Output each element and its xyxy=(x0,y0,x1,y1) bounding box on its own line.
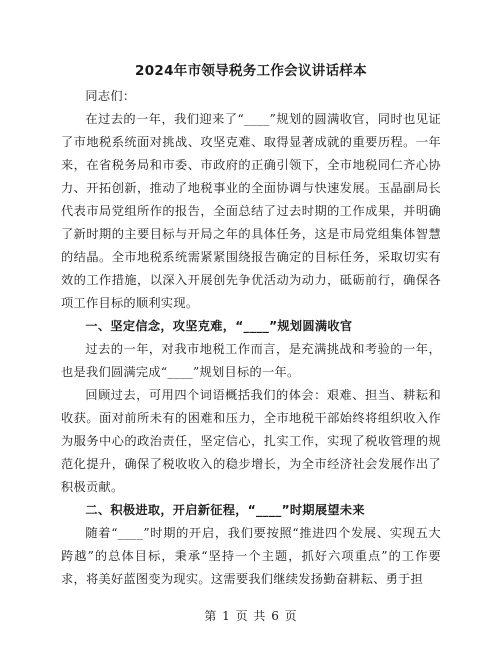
body-paragraph: 过去的一年，对我市地税工作而言，是充满挑战和考验的一年，也是我们圆满完成“____”规划目标的一年。 xyxy=(61,342,441,379)
document-body xyxy=(61,85,441,591)
body-paragraph: 随着“____”时期的开启，我们要按照“推进四个发展、实现五大跨越”的总体目标，秉承“坚持一个主题，抓好六项重点”的工作要求，将美好蓝图变为现实。这需要我们继续发扬勤奋耕耘、勇于担 xyxy=(61,526,441,586)
salutation: 同志们： xyxy=(85,89,136,103)
body-paragraph: 回顾过去，可用四个词语概括我们的体会：艰难、担当、耕耘和收获。面对前所未有的困难和压力，全市地税干部始终将组织收入作为服务中心的政治责任，坚定信心，扎实工作，实现了税收管理的规范化提升，确保了税收收入的稳步增长，为全市经济社会发展作出了积极贡献。 xyxy=(61,388,441,494)
body-paragraph: 在过去的一年，我们迎来了“____”规划的圆满收官，同时也见证了市地税系统面对挑战、攻坚克难、取得显著成就的重要历程。一年来，在省税务局和市委、市政府的正确引领下，全市地税同仁齐心协力、开拓创新，推动了地税事业的全面协调与快速发展。玉晶副局长代表市局党组所作的报告，全面总结了过去时期的工作成果，并明确了新时期的主要目标与开局之年的具体任务，这是市局党组集体智慧的结晶。全市地税系统需紧紧围绕报告确定的目标任务，采取切实有效的工作措施，以深入开展创先争优活动为动力，砥砺前行，确保各项工作目标的顺利实现。 xyxy=(61,112,441,310)
section-heading: 一、坚定信念，攻坚克难，“____”规划圆满收官 xyxy=(85,319,353,333)
document-title: 2024年市领导税务工作会议讲话样本 xyxy=(135,63,367,79)
section-heading: 二、积极进取，开启新征程，“____”时期展望未来 xyxy=(85,503,365,517)
page-number-footer: 第 1 页 共 6 页 xyxy=(204,609,298,623)
